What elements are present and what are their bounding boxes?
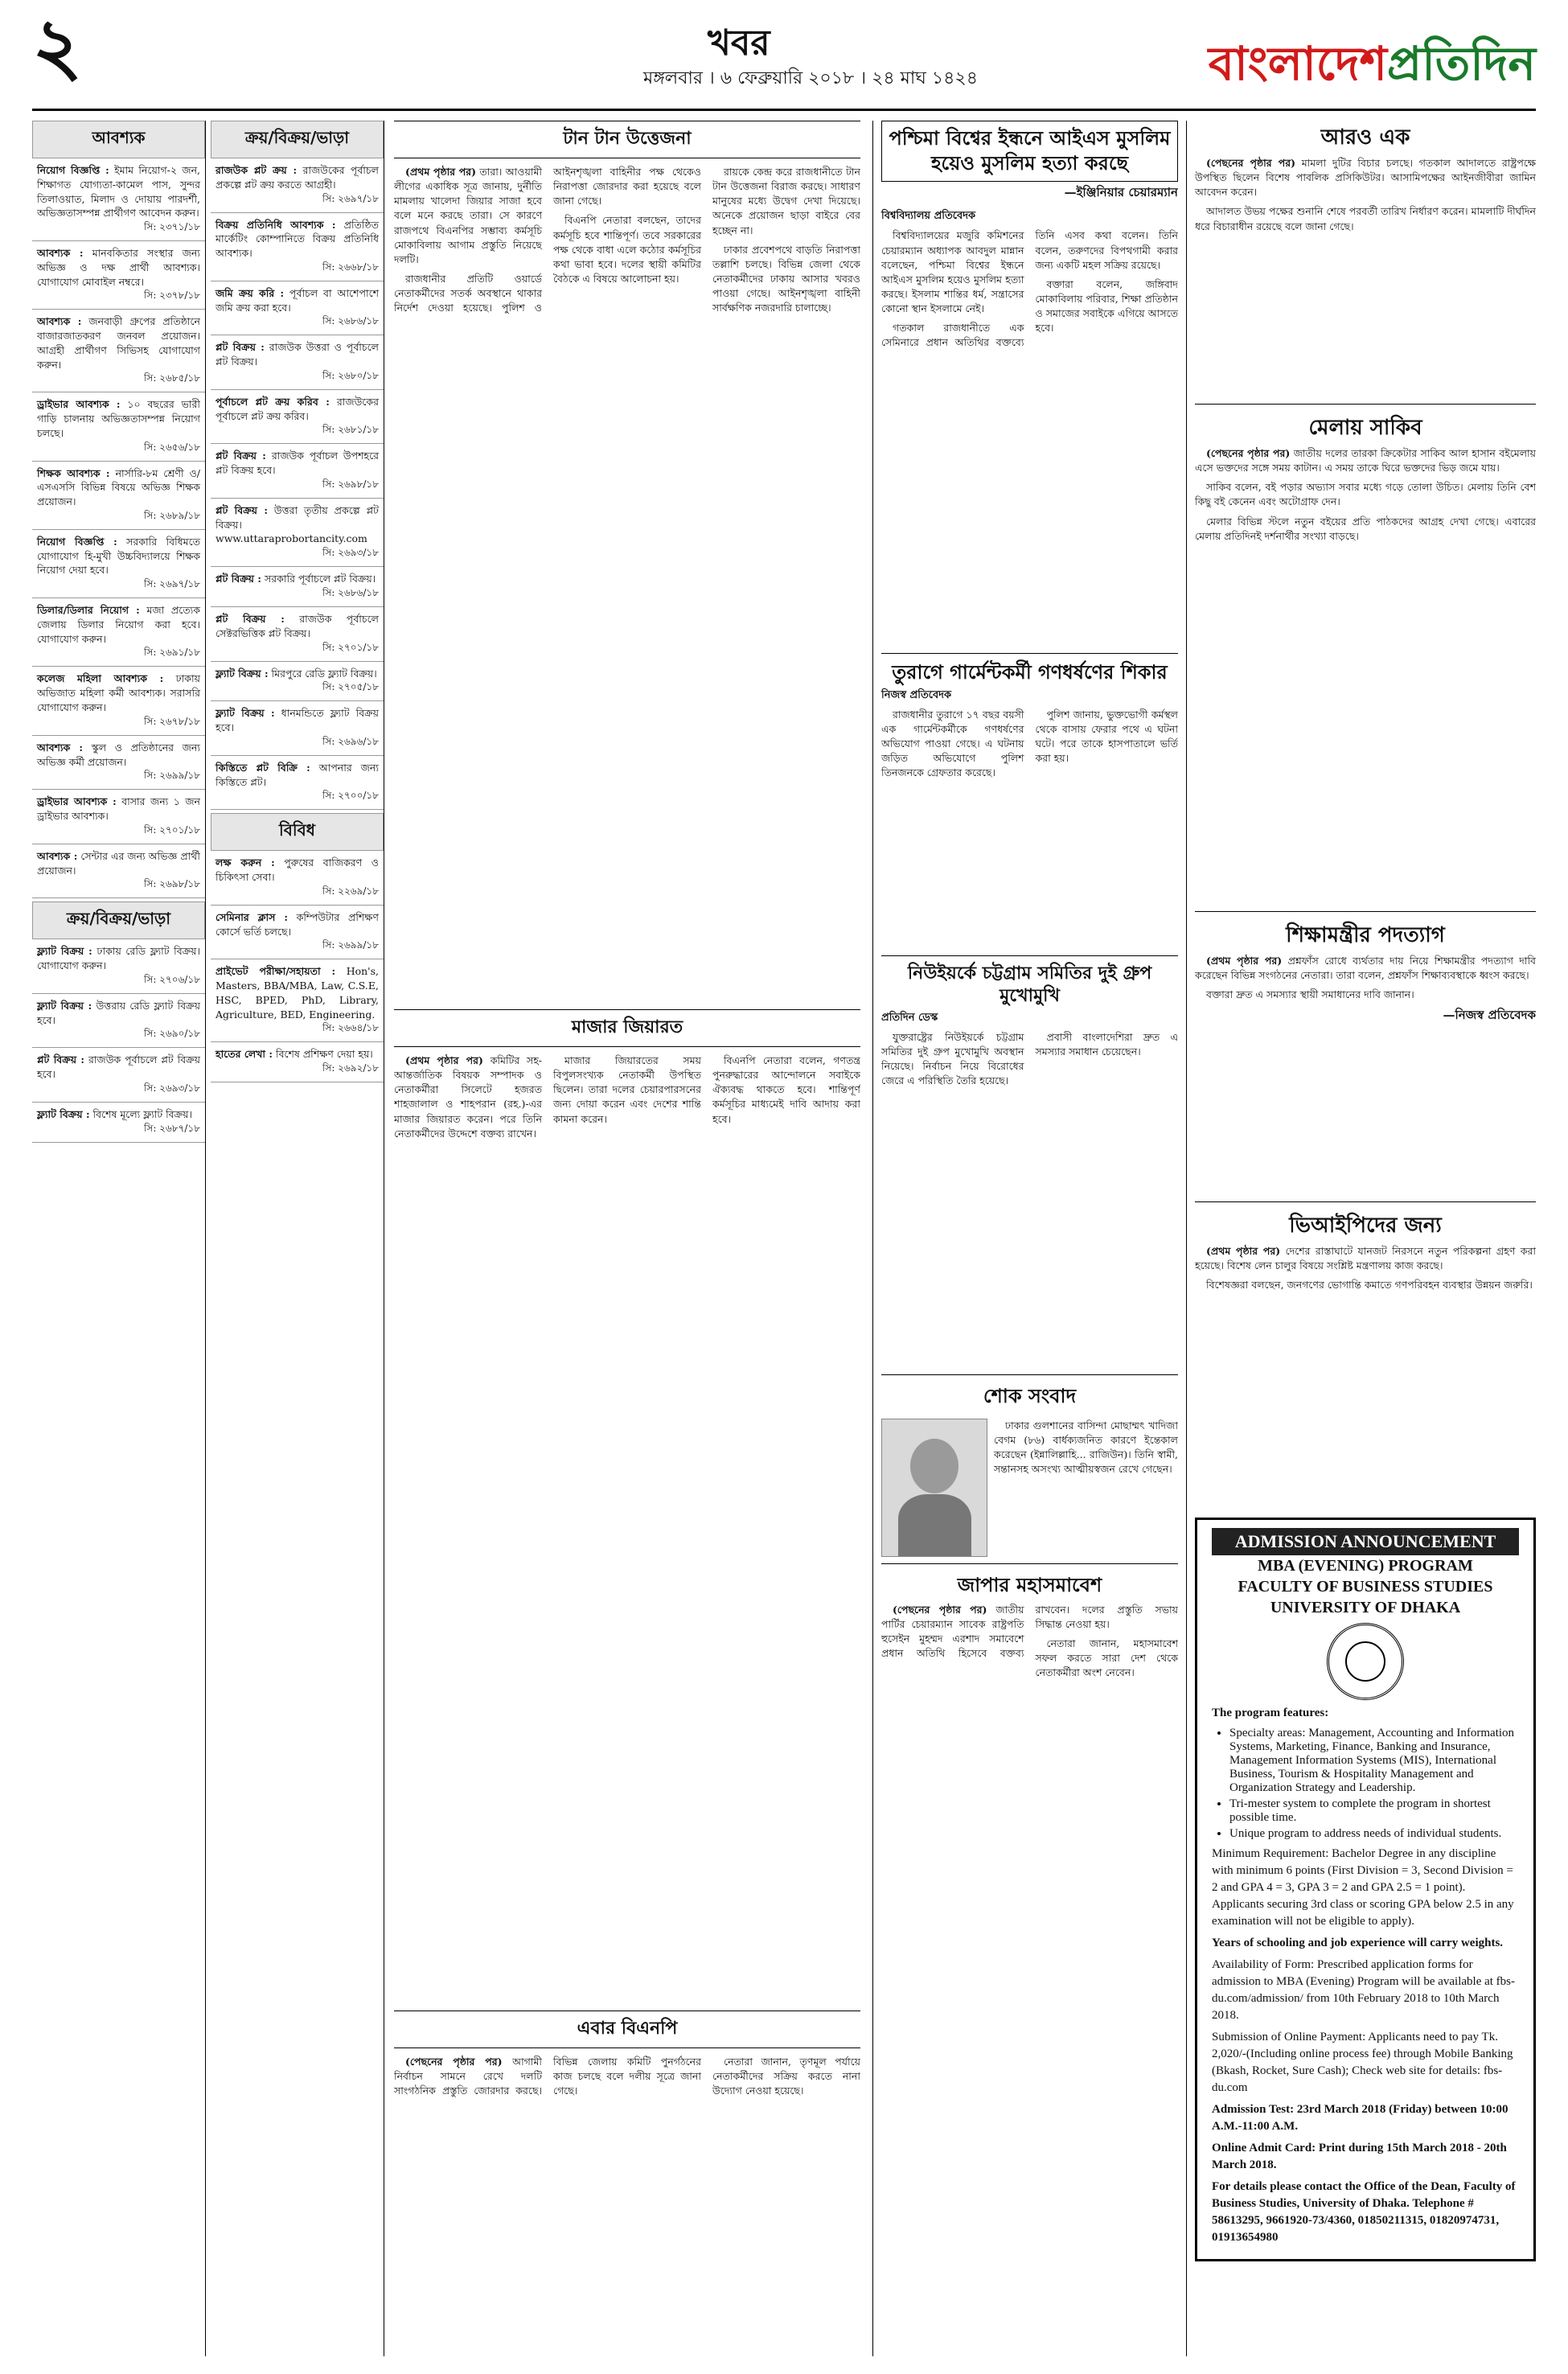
- divider: [1195, 911, 1536, 912]
- classified-ad-title: প্রাইভেট পরীক্ষা/সহায়তা :: [215, 965, 336, 978]
- classified-ad-body: সরকারি বিধিমতে যোগাযোগ হি-মুখী উচ্চবিদ্যালয়ে শিক্ষক নিয়োগ দেয়া হবে।: [37, 535, 200, 577]
- story-paragraph: বক্তারা বলেন, জঙ্গিবাদ মোকাবিলায় পরিবার, শিক্ষা প্রতিষ্ঠান ও সমাজের সবাইকে এগিয়ে আসতে হবে।: [1035, 277, 1178, 335]
- admission-admit-card: Online Admit Card: Print during 15th March 2018 - 20th March 2018.: [1212, 2142, 1507, 2171]
- page-number: ২: [32, 1, 83, 92]
- classified-ad-code: সি: ২৬৯৬/১৮: [322, 735, 379, 747]
- story-headline: তুরাগে গার্মেন্টকর্মী গণধর্ষণের শিকার: [892, 661, 1168, 684]
- classified-ad: [32, 736, 205, 791]
- classified-ad-code: সি: ২৬৯৩/১৮: [322, 547, 379, 559]
- classified-ad-body: সেন্টার এর জন্য অভিজ্ঞ প্রার্থী প্রয়োজন।: [37, 849, 200, 877]
- classified-ad-body: পুরুষের বাজিকরণ ও চিকিৎসা সেবা।: [215, 856, 379, 884]
- divider: [881, 955, 1178, 956]
- classified-ad-code: সি: ২৬৯১/১৮: [143, 647, 200, 659]
- classified-ad-code: সি: ২৬৭৮/১৮: [143, 715, 200, 727]
- story-paragraph: বিশেষজ্ঞরা বলছেন, জনগণের ভোগান্তি কমাতে গণপরিবহন ব্যবস্থার উন্নয়ন জরুরি।: [1206, 1279, 1533, 1292]
- classifieds-column-1: [32, 121, 206, 2356]
- classified-ad-title: নিয়োগ বিজ্ঞপ্তি :: [37, 164, 109, 176]
- classified-ad: [32, 1048, 205, 1103]
- divider: [881, 1374, 1178, 1375]
- story-garment-body: [881, 708, 1178, 949]
- story-lead: (পেছনের পৃষ্ঠার পর): [405, 2056, 503, 2068]
- classified-ad: [211, 335, 384, 390]
- admission-payment: Submission of Online Payment: Applicants need to pay Tk. 2,020/-(Including online process fee) through Mobile Banking (Bkash, Rocket, Sure Cash); Check web site for details: fbs-du.com: [1212, 2031, 1513, 2094]
- classified-ad-title: ডিলার/ডিলার নিয়োগ :: [37, 604, 140, 617]
- story-paragraph: দেশের রাস্তাঘাটে যানজট নিরসনে নতুন পরিকল্পনা গ্রহণ করা হয়েছে। বিশেষ লেন চালুর বিষয়ে সংশ্লিষ্ট মন্ত্রণালয় কাজ করছে।: [1195, 1245, 1536, 1272]
- brand-part-b: প্রতিদিন: [1386, 36, 1536, 91]
- classified-ad: [32, 939, 205, 994]
- classified-ad: [211, 213, 384, 281]
- classified-ad-code: সি: ২৭০১/১৮: [143, 824, 200, 836]
- classified-ad-code: সি: ২৭০০/১৮: [322, 790, 379, 802]
- classified-ad-code: সি: ২৬৫৬/১৮: [143, 441, 200, 453]
- classified-ad-title: প্লট বিক্রয় :: [215, 341, 265, 354]
- classified-ad-code: সি: ২৬৮৭/১৮: [143, 1122, 200, 1134]
- story-mazar-body: [394, 1054, 860, 2011]
- story-paragraph: আগামী নির্বাচন সামনে রেখে দলটি সাংগঠনিক প্রস্তুতি জোরদার করছে। বিভিন্ন জেলায় কমিটি পুনর্গঠনের কাজ চলছে বলে দলীয় সূত্রে জানা গেছে।: [394, 2056, 701, 2097]
- classified-ad-title: আবশ্যক :: [37, 247, 84, 260]
- classified-ad-title: বিক্রয় প্রতিনিধি আবশ্যক :: [215, 218, 336, 231]
- classified-list: [32, 939, 205, 1142]
- story-byline: নিজস্ব প্রতিবেদক: [881, 688, 952, 701]
- classified-ad: [32, 462, 205, 530]
- admission-requirement: Minimum Requirement: Bachelor Degree in any discipline with minimum 6 points (First Division = 3, Second Division = 2 and GPA 4 = 3, GPA 3 = 2 and GPA 2.5 = 1 point). Applicants securing 3rd class or scoring GPA below 2.5 in any examination will not be eligible to apply).: [1212, 1847, 1514, 1928]
- story-headline: নিউইয়র্কে চট্টগ্রাম সমিতির দুই গ্রুপ মুখোমুখি: [907, 963, 1152, 1007]
- classified-ad-code: সি: ২৬৮৯/১৮: [143, 509, 200, 521]
- classified-ad: [211, 567, 384, 607]
- classified-ad: [32, 994, 205, 1049]
- story-lead: (পেছনের পৃষ্ঠার পর): [1206, 157, 1295, 169]
- story-minister-body: [1195, 954, 1536, 1195]
- classified-ad-title: প্লট বিক্রয় :: [215, 503, 268, 516]
- classified-ad-title: ফ্ল্যাট বিক্রয় :: [215, 667, 269, 680]
- admission-advertisement: [1195, 1518, 1536, 2261]
- story-byline: প্রতিদিন ডেস্ক: [881, 1011, 938, 1024]
- story-paragraph: আদালত উভয় পক্ষের শুনানি শেষে পরবর্তী তারিখ নির্ধারণ করেন। মামলাটি দীর্ঘদিন ধরে বিচারাধীন রয়েছে বলে জানা গেছে।: [1195, 205, 1536, 232]
- obituary-body: [994, 1419, 1178, 1557]
- classified-ad-title: প্লট বিক্রয় :: [215, 573, 262, 585]
- story-paragraph: গতকাল রাজধানীতে এক সেমিনারে প্রধান অতিথির বক্তব্যে তিনি এসব কথা বলেন। তিনি বলেন, তরুণদের বিপথগামী করার জন্য একটি মহল সক্রিয় রয়েছে।: [881, 229, 1178, 349]
- brand-logo: [1209, 28, 1536, 106]
- classified-ad-title: ফ্ল্যাট বিক্রয় :: [37, 999, 92, 1012]
- classified-ad-body: রাজউকের পূর্বাচলে প্লট ক্রয় করিব।: [215, 395, 379, 422]
- story-paragraph: কমিটির সহ-আন্তর্জাতিক বিষয়ক সম্পাদক ও নেতাকর্মীরা সিলেটে হজরত শাহজালাল ও শাহপরান (রহ.)-এর মাজার জিয়ারত করেন। পরে তিনি নেতাকর্মীদের উদ্দেশে বক্তব্য রাখেন।: [394, 1054, 543, 1140]
- admission-university: UNIVERSITY OF DHAKA: [1270, 1599, 1461, 1616]
- classified-ad-body: রাজউক পূর্বাচল উপশহরে প্লট বিক্রয় হবে।: [215, 450, 380, 477]
- classified-ad-body: রাজউক পূর্বাচলে প্লট বিক্রয় হবে।: [37, 1054, 200, 1081]
- classified-ad-code: সি: ২৬৯৩/১৮: [143, 1082, 200, 1094]
- classified-ad-code: সি: ২৬৯৮/১৮: [322, 478, 379, 490]
- classified-ad-body: মানবকিতার সংস্থার জন্য অভিজ্ঞ ও দক্ষ প্রার্থী আবশ্যক। যোগাযোগ মোবাইল নম্বরে।: [37, 247, 200, 288]
- classified-ad-title: হাতের লেখা :: [215, 1048, 273, 1061]
- admission-features-list: [1212, 1727, 1519, 1841]
- admission-availability: Availability of Form: Prescribed application forms for admission to MBA (Evening) Program will be available at fbs-du.com/admission/ from 10th February 2018 to 10th March 2018.: [1212, 1958, 1516, 2022]
- classified-ad-body: মজা প্রত্যেক জেলায় ডিলার নিয়োগ করা হবে। যোগাযোগ করুন।: [37, 604, 200, 645]
- classified-ad-body: ধানমন্ডিতে ফ্ল্যাট বিক্রয় হবে।: [215, 707, 379, 734]
- classified-ad-code: সি: ২৬৮৬/১৮: [322, 315, 379, 327]
- story-main-body: [394, 165, 860, 1009]
- classified-ad-code: সি: ২৬৯৭/১৮: [143, 578, 200, 590]
- classified-ad-body: ১০ বছরের ভারী গাড়ি চালনায় অভিজ্ঞতাসম্পন্ন নিয়োগ চলছে।: [37, 398, 200, 439]
- classified-ad-title: কিস্তিতে প্লট বিক্রি :: [215, 761, 310, 774]
- classified-list: [32, 158, 205, 898]
- classified-ad-body: ঢাকায় রেডি ফ্ল্যাট বিক্রয়। যোগাযোগ করুন।: [37, 945, 200, 972]
- story-paragraph: তারা। আওয়ামী লীগের একাধিক সূত্র জানায়, দুর্নীতি মামলায় খালেদা জিয়ার সাজা হবে বলে মনে করছে তারা। সে কারণে রাজপথে বিএনপির সম্ভাব্য কর্মসূচি মোকাবিলায় আগাম প্রস্তুতি নিয়েছে দলটি।: [394, 166, 543, 265]
- admission-test: Admission Test: 23rd March 2018 (Friday) between 10:00 A.M.-11:00 A.M.: [1212, 2103, 1508, 2133]
- story-paragraph: মেলার বিভিন্ন স্টলে নতুন বইয়ের প্রতি পাঠকদের আগ্রহ দেখা গেছে। এবারের মেলায় প্রতিদিনই দর্শনার্থীর সংখ্যা বাড়ছে।: [1195, 515, 1536, 542]
- story-lead: (প্রথম পৃষ্ঠার পর): [405, 166, 477, 178]
- classified-ad-title: ফ্ল্যাট বিক্রয় :: [37, 945, 92, 958]
- story-lead: (পেছনের পৃষ্ঠার পর): [1206, 447, 1291, 459]
- classified-ad-title: ফ্ল্যাট বিক্রয় :: [215, 707, 275, 720]
- story-headline: মাজার জিয়ারত: [394, 1009, 860, 1047]
- story-sakib-body: [1195, 156, 1536, 397]
- classified-ad: [211, 662, 384, 702]
- classified-ad-code: সি: ২৬৮১/১৮: [322, 424, 379, 436]
- classified-ad: [211, 851, 384, 906]
- classified-ad-code: সি: ২৭০১/১৮: [322, 641, 379, 653]
- classified-ad: [32, 530, 205, 598]
- story-japa-body: [881, 1603, 1178, 1957]
- story-paragraph: রাজধানীর তুরাগে ১৭ বছর বয়সী এক গার্মেন্টকর্মীকে গণধর্ষণের অভিযোগ পাওয়া গেছে। এ ঘটনায় জড়িত অভিযোগে পুলিশ তিনজনকে গ্রেফতার করেছে।: [881, 708, 1024, 779]
- classified-ad: [32, 790, 205, 844]
- story-paragraph: মামলা দুটির বিচার চলছে। গতকাল আদালতে রাষ্ট্রপক্ষে উপস্থিত ছিলেন বিশেষ পাবলিক প্রসিকিউটর। আসামিপক্ষের আইনজীবীরা জামিন আবেদন করেন।: [1195, 157, 1536, 199]
- admission-feature: • Tri-mester system to complete the program in shortest possible time.: [1229, 1797, 1519, 1825]
- classified-ad-code: সি: ২৬৮০/১৮: [322, 369, 379, 381]
- classified-ad-body: বিশেষ প্রশিক্ষণ দেয়া হয়।: [276, 1048, 373, 1061]
- classified-ad-code: সি: ২২৬৯/১৮: [322, 885, 379, 897]
- news-middle: [394, 121, 860, 2356]
- story-paragraph: বক্তারা দ্রুত এ সমস্যার স্থায়ী সমাধানের দাবি জানান।: [1206, 988, 1414, 1001]
- classified-ad-code: সি: ২৬৮৫/১৮: [143, 372, 200, 384]
- classified-ad-code: সি: ২৭০৫/১৮: [322, 681, 379, 693]
- classified-ad-title: প্লট বিক্রয় :: [37, 1054, 85, 1066]
- photo-face: [910, 1439, 958, 1493]
- masthead: [0, 0, 1568, 121]
- story-paragraph: প্রশ্নফাঁস রোধে ব্যর্থতার দায় নিয়ে শিক্ষামন্ত্রীর পদত্যাগ দাবি করেছেন বিভিন্ন সংগঠনের নেতারা। তারা বলেন, প্রশ্নফাঁস শিক্ষাব্যবস্থাকে ধ্বংস করছে।: [1195, 955, 1536, 982]
- classified-ad-code: সি: ২৩৭১/১৮: [143, 221, 200, 232]
- classified-ad-code: সি: ২৩৭৮/১৮: [143, 290, 200, 302]
- story-paragraph: ঢাকার প্রবেশপথে বাড়তি নিরাপত্তা তল্লাশি চলছে। বিভিন্ন জেলা থেকে নেতাকর্মীদের ঢাকায় আসার খবরও পাওয়া গেছে। আইনশৃঙ্খলা বাহিনী সার্বক্ষণিক নজরদারি চালাচ্ছে।: [712, 243, 860, 314]
- classified-ad-code: সি: ২৬৯৮/১৮: [143, 878, 200, 890]
- classified-ad-title: ড্রাইভার আবশ্যক :: [37, 795, 117, 808]
- dateline: মঙ্গলবার । ৬ ফেব্রুয়ারি ২০১৮ । ২৪ মাঘ ১৪২৪: [643, 68, 978, 88]
- story-headline: এবার বিএনপি: [394, 2011, 860, 2048]
- story-paragraph: বিশ্ববিদ্যালয়ের মজুরি কমিশনের চেয়ারম্যান অধ্যাপক আবদুল মান্নান বলেছেন, পশ্চিমা বিশ্বের ইন্ধনে আইএস মুসলিম হয়েও মুসলিম হত্যা করছে। ইসলাম শান্তির ধর্ম, সন্ত্রাসের কোনো স্থান ইসলামে নেই।: [881, 229, 1024, 314]
- classified-ad: [211, 444, 384, 499]
- photo-body: [898, 1494, 971, 1556]
- story-paragraph: রাজধানীর প্রতিটি ওয়ার্ডে নেতাকর্মীদের সতর্ক অবস্থানে থাকার নির্দেশ দেওয়া হয়েছে। পুলিশ ও আইনশৃঙ্খলা বাহিনীর পক্ষ থেকেও নিরাপত্তা জোরদার করা হয়েছে বলে জানা গেছে।: [394, 166, 701, 314]
- story-newyork-body: [881, 1030, 1178, 1368]
- news-column-4: [872, 121, 1178, 2356]
- admission-experience: Years of schooling and job experience will carry weights.: [1212, 1937, 1504, 1949]
- story-paragraph: রায়কে কেন্দ্র করে রাজধানীতে টান টান উত্তেজনা বিরাজ করছে। সাধারণ মানুষের মধ্যে উদ্বেগ দেখা দিয়েছে। অনেকে প্রয়োজন ছাড়া বাইরে বের হচ্ছেন না।: [712, 166, 860, 236]
- classified-ad-body: পূর্বাচল বা আশেপাশে জমি ক্রয় করা হবে।: [215, 286, 379, 314]
- classified-ad-code: সি: ২৬৯২/১৮: [322, 1062, 379, 1074]
- story-byline: —নিজস্ব প্রতিবেদক: [1443, 1008, 1536, 1023]
- classified-ad-code: সি: ২৬৬৮/১৮: [322, 261, 379, 273]
- classified-ad: [211, 1042, 384, 1082]
- classified-ad: [32, 844, 205, 899]
- classified-ad-body: উত্তরায় রেডি ফ্ল্যাট বিক্রয় হবে।: [37, 999, 200, 1026]
- story-paragraph: প্রবাসী বাংলাদেশিরা দ্রুত এ সমস্যার সমাধান চেয়েছেন।: [1035, 1030, 1178, 1058]
- classified-ad-body: Hon's, Masters, BBA/MBA, Law, C.S.E, HSC, BPED, PhD, Library, Agriculture, BED, Engineering.: [215, 965, 379, 1021]
- story-is-body: [881, 228, 1178, 647]
- story-headline: পশ্চিমা বিশ্বের ইন্ধনে আইএস মুসলিম হয়েও মুসলিম হত্যা করছে: [881, 121, 1178, 182]
- classified-ad-body: নার্সারি-৮ম শ্রেণী ও/এসএসসি বিভিন্ন বিষয়ে অভিজ্ঞ শিক্ষক প্রয়োজন।: [37, 466, 200, 508]
- classified-ad-title: প্লট বিক্রয় :: [215, 450, 266, 462]
- classified-ad: [211, 390, 384, 445]
- story-headline: শিক্ষামন্ত্রীর পদত্যাগ: [1286, 923, 1445, 947]
- story-paragraph: মাজার জিয়ারতের সময় বিপুলসংখ্যক নেতাকর্মী উপস্থিত ছিলেন। তারা দলের চেয়ারপারসনের জন্য দোয়া করেন এবং দেশের শান্তি কামনা করেন।: [553, 1054, 701, 1125]
- admission-faculty: FACULTY OF BUSINESS STUDIES: [1238, 1578, 1493, 1596]
- classified-ad-title: নিয়োগ বিজ্ঞপ্তি :: [37, 535, 117, 548]
- classified-ad-title: আবশ্যক :: [37, 849, 78, 862]
- admission-features-label: The program features:: [1212, 1707, 1329, 1719]
- classified-ad-body: ইমাম নিয়োগ-২ জন, শিক্ষাগত যোগ্যতা-কামেল পাস, সুন্দর তিলাওয়াত, মিলাদ ও দোয়ায় পারদর্শী, অভিজ্ঞতাসম্পন্ন প্রার্থীগণ আবেদন করুন।: [37, 164, 201, 220]
- classified-ad-code: সি: ২৬৯০/১৮: [143, 1028, 200, 1040]
- story-lead: (প্রথম পৃষ্ঠার পর): [405, 1054, 483, 1066]
- masthead-rule: [32, 109, 1536, 111]
- story-headline: আরও এক: [1320, 125, 1410, 150]
- classified-ad-code: সি: ২৭০৬/১৮: [143, 973, 200, 985]
- classified-ad-body: মিরপুরে রেডি ফ্ল্যাট বিক্রয়।: [271, 667, 377, 680]
- story-headline: ভিআইপিদের জন্য: [1289, 1214, 1442, 1238]
- classified-header: আবশ্যক: [32, 121, 205, 158]
- classified-ad-body: প্রতিষ্ঠিত মার্কেটিং কোম্পানিতে বিক্রয় প্রতিনিধি আবশ্যক।: [215, 218, 379, 260]
- story-dept: বিশ্ববিদ্যালয় প্রতিবেদক: [881, 210, 976, 223]
- classified-ad-title: ফ্ল্যাট বিক্রয় :: [37, 1107, 90, 1120]
- story-paragraph: জাতীয় দলের তারকা ক্রিকেটার সাকিব আল হাসান বইমেলায় এসে ভক্তদের সঙ্গে সময় কাটান। এ সময় তাকে ঘিরে ভক্তদের ভিড় জমে যায়।: [1195, 447, 1536, 474]
- classified-ad-title: প্লট বিক্রয় :: [215, 613, 285, 625]
- classified-ad: [32, 392, 205, 461]
- classified-ad: [211, 959, 384, 1042]
- story-paragraph: জাতীয় পার্টির চেয়ারম্যান সাবেক রাষ্ট্রপতি হুসেইন মুহম্মদ এরশাদ সমাবেশে প্রধান অতিথি হিসেবে বক্তব্য রাখবেন। দলের প্রস্তুতি সভায় সিদ্ধান্ত নেওয়া হয়।: [881, 1603, 1178, 1660]
- news-column-5: [1186, 121, 1536, 2356]
- admission-feature: • Unique program to address needs of individual students.: [1229, 1827, 1519, 1841]
- classified-ad: [32, 1103, 205, 1143]
- classified-ad-body: কম্পিউটার প্রশিক্ষণ কোর্সে ভর্তি চলছে।: [215, 910, 379, 938]
- classified-ad-title: আবশ্যক :: [37, 315, 82, 328]
- admission-contact: For details please contact the Office of the Dean, Faculty of Business Studies, University of Dhaka. Telephone # 58613295, 9661920-73/4360, 01850211315, 01820974731, 01913654980: [1212, 2180, 1516, 2244]
- story-paragraph: বিএনপি নেতারা বলেন, গণতন্ত্র পুনরুদ্ধারের আন্দোলনে সবাইকে ঐক্যবদ্ধ থাকতে হবে। শান্তিপূর্ণ কর্মসূচির মাধ্যমেই দাবি আদায় করা হবে।: [712, 1054, 860, 1125]
- divider: [881, 1563, 1178, 1564]
- classified-ad-code: সি: ২৬৬৪/১৮: [322, 1022, 379, 1034]
- obituary-photo: [881, 1419, 987, 1557]
- classified-ad: [211, 756, 384, 811]
- classified-ad-title: পূর্বাচলে প্লট ক্রয় করিব :: [215, 395, 330, 408]
- story-headline: টান টান উত্তেজনা: [394, 121, 860, 158]
- classified-ad-code: সি: ২৬৯৭/১৮: [322, 192, 379, 204]
- story-election-body: [394, 2055, 860, 2264]
- classified-ad-body: রাজউক উত্তরা ও পূর্বাচলে প্লট বিক্রয়।: [215, 341, 379, 368]
- classified-ad-body: রাজউকের পূর্বাচল প্রকল্পে প্লট ক্রয় করতে আগ্রহী।: [215, 164, 379, 191]
- classified-ad-code: সি: ২৬৯৯/১৮: [322, 939, 379, 951]
- story-paragraph: যুক্তরাষ্ট্রের নিউইয়র্কে চট্টগ্রাম সমিতির দুই গ্রুপ মুখোমুখি অবস্থান নিয়েছে। নির্বাচন নিয়ে বিরোধের জেরে এ পরিস্থিতি তৈরি হয়েছে।: [881, 1030, 1024, 1087]
- story-lead: (পেছনের পৃষ্ঠার পর): [893, 1603, 987, 1616]
- admission-program: MBA (EVENING) PROGRAM: [1258, 1557, 1473, 1575]
- classified-ad: [32, 158, 205, 241]
- classified-ad-body: বিশেষ মূল্যে ফ্ল্যাট বিক্রয়।: [92, 1107, 192, 1120]
- classified-ad-title: জমি ক্রয় করি :: [215, 286, 285, 299]
- admission-feature: • Specialty areas: Management, Accounting and Information Systems, Marketing, Finance, Banking and Insurance, Management Information Systems (MIS), International Business, Tourism & Hospitality Management and Organization Strategy and Leadership.: [1229, 1727, 1519, 1795]
- classified-ad-body: স্কুল ও প্রতিষ্ঠানের জন্য অভিজ্ঞ কর্মী প্রয়োজন।: [37, 741, 200, 768]
- story-paragraph: পুলিশ জানায়, ভুক্তভোগী কর্মস্থল থেকে বাসায় ফেরার পথে এ ঘটনা ঘটে। পরে তাকে হাসপাতালে ভর্তি করা হয়।: [1035, 708, 1178, 764]
- classified-ad: [32, 598, 205, 667]
- classified-ad: [32, 310, 205, 392]
- classified-ad-title: লক্ষ করুন :: [215, 856, 275, 869]
- classified-header: ক্রয়/বিক্রয়/ভাড়া: [211, 121, 384, 158]
- classified-ad-body: জনবাড়ী গ্রুপের প্রতিষ্ঠানে বাজারজাতকরণ জনবল প্রয়োজন। আগ্রহী প্রার্থীগণ সিভিসহ যোগাযোগ করুন।: [37, 315, 200, 371]
- classified-header: বিবিধ: [211, 813, 384, 851]
- classified-ad-title: কলেজ মহিলা আবশ্যক :: [37, 672, 164, 685]
- story-paragraph: বিএনপি নেতারা বলছেন, তাদের কর্মসূচি হবে শান্তিপূর্ণ। তবে সরকারের পক্ষ থেকে বাধা এলে কঠোর কর্মসূচির কথা ভাবা হবে। দলের স্থায়ী কমিটির বৈঠকে এ বিষয়ে আলোচনা হয়।: [553, 214, 701, 285]
- divider: [881, 653, 1178, 654]
- classified-list: [211, 158, 384, 810]
- classified-ad: [211, 158, 384, 213]
- classified-ad-code: সি: ২৬৮৬/১৮: [322, 586, 379, 598]
- brand-part-a: বাংলাদেশ: [1208, 36, 1387, 91]
- story-mela-body: [1195, 446, 1536, 905]
- classified-ad-title: আবশ্যক :: [37, 741, 83, 754]
- classified-ad-body: উত্তরা তৃতীয় প্রকল্পে প্লট বিক্রয়। www.uttaraprobortancity.com: [215, 503, 379, 545]
- classified-ad: [32, 241, 205, 310]
- classified-list: [211, 851, 384, 1082]
- classified-ad-body: আপনার জন্য কিস্তিতে প্লট।: [215, 761, 379, 788]
- classified-ad-body: বাসার জন্য ১ জন ড্রাইভার আবশ্যক।: [37, 795, 200, 823]
- story-byline: —ইঞ্জিনিয়ার চেয়ারম্যান: [1064, 185, 1178, 200]
- story-paragraph: নেতারা জানান, মহাসমাবেশ সফল করতে সারা দেশ থেকে নেতাকর্মীরা অংশ নেবেন।: [1035, 1637, 1178, 1679]
- classified-ad-body: সরকারি পূর্বাচলে প্লট বিক্রয়।: [265, 573, 376, 585]
- classified-ad: [211, 607, 384, 662]
- story-headline: জাপার মহাসমাবেশ: [957, 1573, 1102, 1596]
- classified-ad-title: ড্রাইভার আবশ্যক :: [37, 398, 121, 411]
- classified-ad: [211, 906, 384, 960]
- classified-ad-code: সি: ২৬৯৯/১৮: [143, 770, 200, 782]
- classifieds-column-2: [211, 121, 384, 2356]
- university-seal-icon: [1327, 1623, 1404, 1700]
- obituary-block: [881, 1419, 1178, 1557]
- admission-title: ADMISSION ANNOUNCEMENT: [1212, 1528, 1519, 1555]
- story-paragraph: ঢাকার গুলশানের বাসিন্দা মোছাম্মৎ খাদিজা বেগম (৮৬) বার্ধক্যজনিত কারণে ইন্তেকাল করেছেন (ইন্নালিল্লাহি... রাজিউন)। তিনি স্বামী, সন্তানসহ অসংখ্য আত্মীয়স্বজন রেখে গেছেন।: [994, 1419, 1178, 1476]
- classified-ad-title: সেমিনার ক্লাস :: [215, 910, 288, 923]
- divider: [1195, 404, 1536, 405]
- classified-ad-title: শিক্ষক আবশ্যক :: [37, 466, 110, 479]
- section-title: খবর: [708, 23, 770, 64]
- classified-ad-body: ঢাকায় অভিজাত মহিলা কর্মী আবশ্যক। সরাসরি যোগাযোগ করুন।: [37, 672, 200, 713]
- story-paragraph: নেতারা জানান, তৃণমূল পর্যায়ে নেতাকর্মীদের সক্রিয় করতে নানা উদ্যোগ নেওয়া হয়েছে।: [712, 2056, 860, 2097]
- classified-ad: [211, 499, 384, 567]
- story-lead: (প্রথম পৃষ্ঠার পর): [1206, 1245, 1281, 1257]
- story-paragraph: সাকিব বলেন, বই পড়ার অভ্যাস সবার মধ্যে গড়ে তোলা উচিত। মেলায় তিনি বেশ কিছু বই কেনেন এবং অটোগ্রাফ দেন।: [1195, 481, 1536, 508]
- story-lead: (প্রথম পৃষ্ঠার পর): [1206, 955, 1283, 967]
- classified-header: ক্রয়/বিক্রয়/ভাড়া: [32, 902, 205, 939]
- story-headline: শোক সংবাদ: [983, 1384, 1077, 1407]
- classified-ad: [211, 701, 384, 756]
- classified-ad: [211, 281, 384, 336]
- story-headline: মেলায় সাকিব: [1308, 416, 1422, 440]
- story-vip-body: [1195, 1244, 1536, 1501]
- classified-ad: [32, 667, 205, 735]
- classified-ad-title: রাজউক প্লট ক্রয় :: [215, 164, 298, 176]
- divider: [1195, 1201, 1536, 1202]
- classified-ad-body: রাজউক পূর্বাচলে সেক্টরভিত্তিক প্লট বিক্রয়।: [215, 613, 379, 639]
